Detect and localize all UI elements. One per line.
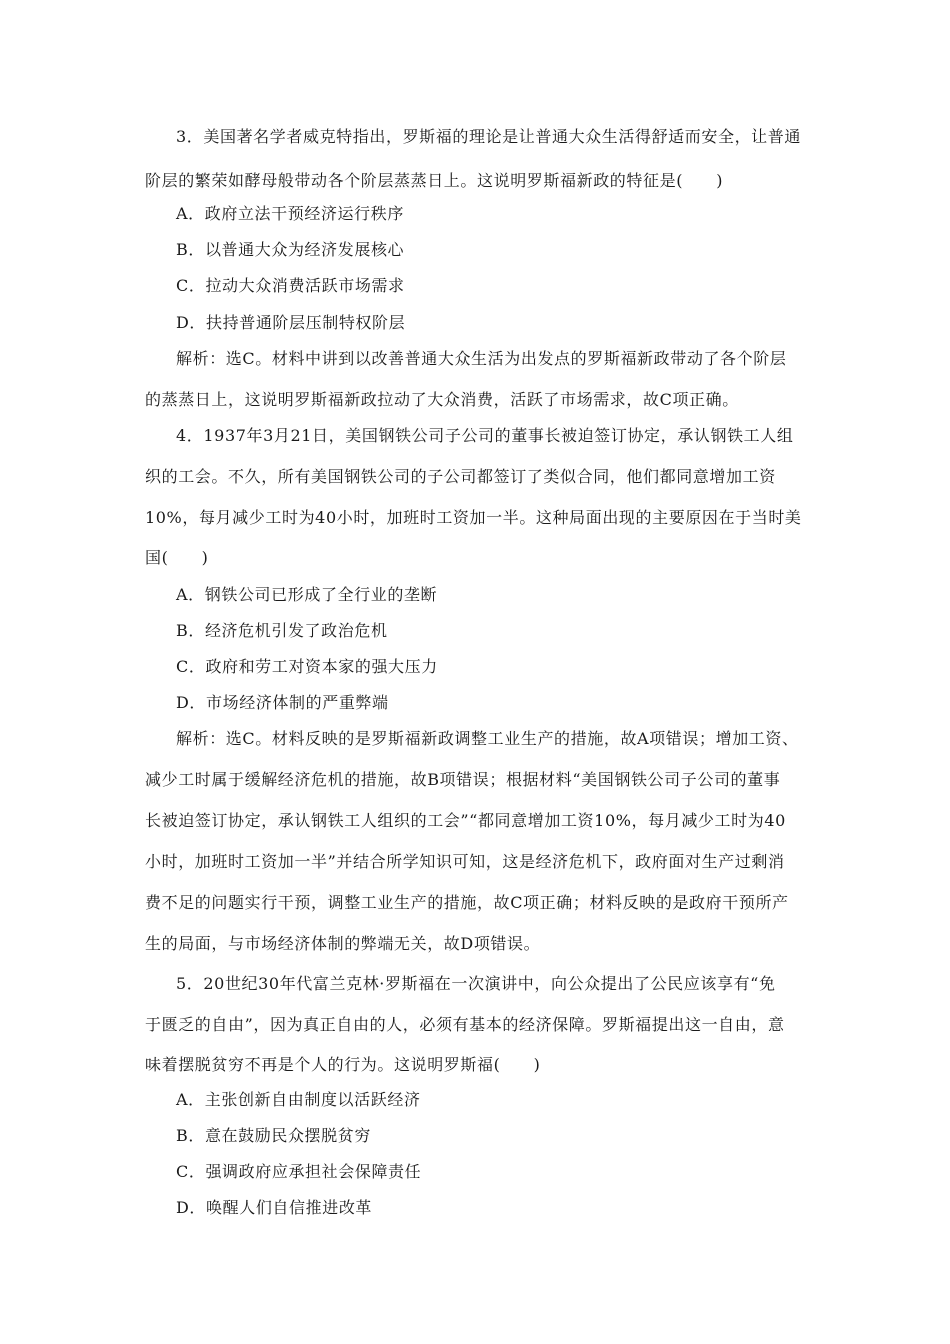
q3-analysis-line-1: 解析：选C。材料中讲到以改善普通大众生活为出发点的罗斯福新政带动了各个阶层	[176, 349, 787, 368]
q4-stem-line-1: 4．1937年3月21日，美国钢铁公司子公司的董事长被迫签订协定，承认钢铁工人组	[176, 426, 794, 445]
q4-analysis-line-5: 费不足的问题实行干预，调整工业生产的措施，故C项正确；材料反映的是政府干预所产	[145, 893, 789, 912]
q3-option-b: B．以普通大众为经济发展核心	[176, 240, 405, 259]
q5-option-c: C．强调政府应承担社会保障责任	[176, 1162, 422, 1181]
q4-stem-line-2: 织的工会。不久，所有美国钢铁公司的子公司都签订了类似合同，他们都同意增加工资	[145, 467, 776, 486]
q4-analysis-line-2: 减少工时属于缓解经济危机的措施，故B项错误；根据材料“美国钢铁公司子公司的董事	[145, 770, 781, 789]
q4-analysis-line-1: 解析：选C。材料反映的是罗斯福新政调整工业生产的措施，故A项错误；增加工资、	[176, 729, 799, 748]
q5-stem-line-1: 5．20世纪30年代富兰克林·罗斯福在一次演讲中，向公众提出了公民应该享有“免	[176, 974, 776, 993]
q3-stem-line-1: 3．美国著名学者威克特指出，罗斯福的理论是让普通大众生活得舒适而安全，让普通	[176, 127, 801, 146]
q3-analysis-line-2: 的蒸蒸日上，这说明罗斯福新政拉动了大众消费，活跃了市场需求，故C项正确。	[145, 390, 739, 409]
q4-analysis-line-3: 长被迫签订协定，承认钢铁工人组织的工会”“都同意增加工资10%，每月减少工时为40	[145, 811, 786, 830]
q5-option-b: B．意在鼓励民众摆脱贫穷	[176, 1126, 371, 1145]
q4-option-d: D．市场经济体制的严重弊端	[176, 693, 389, 712]
q3-option-a: A．政府立法干预经济运行秩序	[176, 204, 404, 223]
q4-option-b: B．经济危机引发了政治危机	[176, 621, 388, 640]
q5-option-a: A．主张创新自由制度以活跃经济	[176, 1090, 421, 1109]
q4-analysis-line-6: 生的局面，与市场经济体制的弊端无关，故D项错误。	[145, 934, 541, 953]
q4-stem-line-4: 国( )	[145, 548, 209, 567]
q5-stem-line-2: 于匮乏的自由”，因为真正自由的人，必须有基本的经济保障。罗斯福提出这一自由，意	[145, 1015, 785, 1034]
q5-stem-line-3: 味着摆脱贫穷不再是个人的行为。这说明罗斯福( )	[145, 1055, 541, 1074]
q3-option-c: C．拉动大众消费活跃市场需求	[176, 276, 405, 295]
q4-option-a: A．钢铁公司已形成了全行业的垄断	[176, 585, 438, 604]
q3-option-d: D．扶持普通阶层压制特权阶层	[176, 313, 406, 332]
q3-stem-line-2: 阶层的繁荣如酵母般带动各个阶层蒸蒸日上。这说明罗斯福新政的特征是( )	[145, 171, 724, 190]
q5-option-d: D．唤醒人们自信推进改革	[176, 1198, 373, 1217]
q4-stem-line-3: 10%，每月减少工时为40小时，加班时工资加一半。这种局面出现的主要原因在于当时美	[145, 508, 802, 527]
q4-analysis-line-4: 小时，加班时工资加一半”并结合所学知识可知，这是经济危机下，政府面对生产过剩消	[145, 852, 785, 871]
q4-option-c: C．政府和劳工对资本家的强大压力	[176, 657, 438, 676]
